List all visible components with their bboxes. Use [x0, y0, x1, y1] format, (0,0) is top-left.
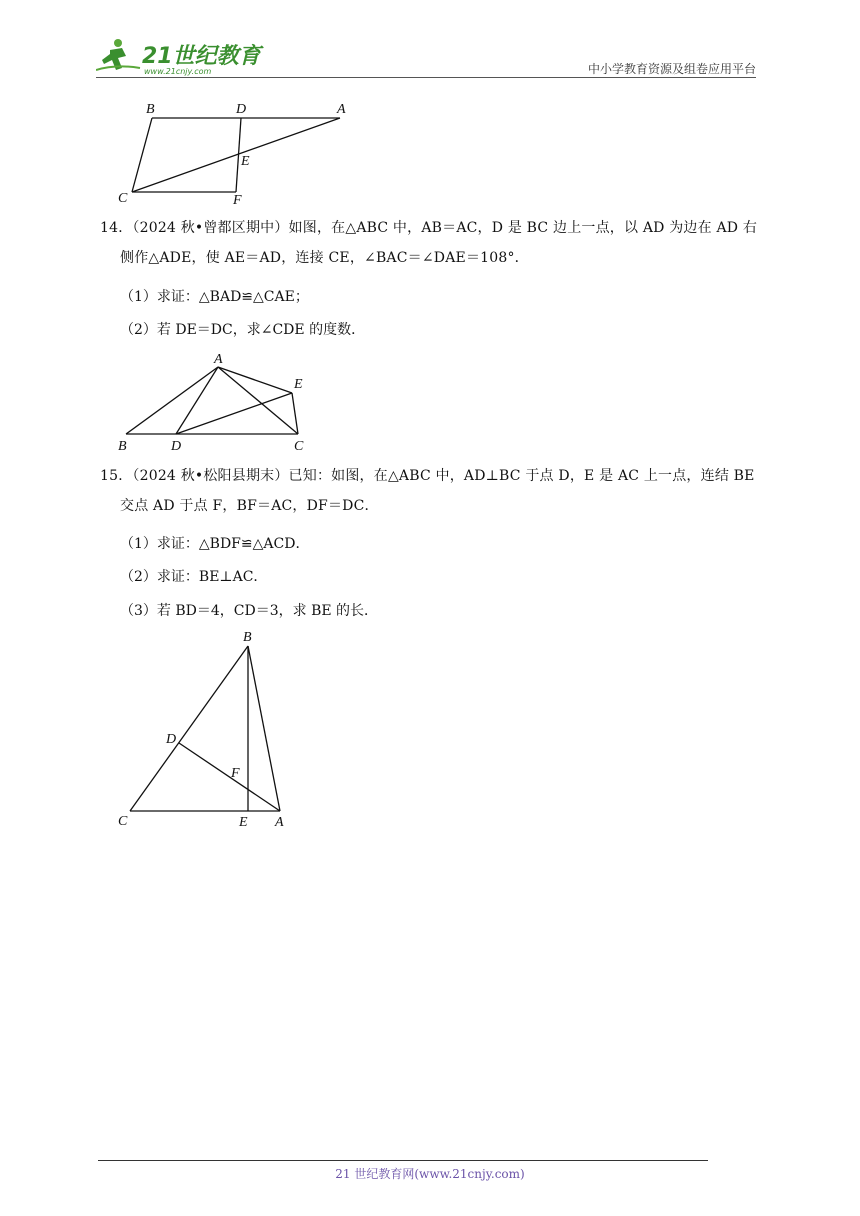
segment-de	[176, 393, 292, 434]
label-a: A	[214, 352, 223, 367]
segment-ca	[132, 118, 340, 192]
figure-q15	[112, 626, 312, 836]
footer-divider	[98, 1160, 708, 1161]
label-f: F	[233, 193, 242, 208]
label-e: E	[241, 154, 250, 169]
label-d: D	[171, 439, 182, 454]
q15-line1: 15．（2024 秋•松阳县期末）已知：如图，在△ABC 中，AD⊥BC 于点 D，E 是 AC 上一点，连结 BE	[100, 468, 755, 484]
label-d: D	[166, 732, 177, 747]
segment-ba	[248, 646, 280, 811]
segment-ae	[218, 367, 292, 393]
question-15	[100, 461, 770, 521]
label-c: C	[118, 814, 128, 829]
logo-url: www.21cnjy.com	[144, 67, 212, 76]
figure-q13	[110, 98, 370, 208]
q14-part1: （1）求证：△BAD≌△CAE；	[120, 289, 309, 305]
segment-bc	[132, 118, 152, 192]
site-logo	[96, 36, 266, 78]
q14-part2: （2）若 DE＝DC，求∠CDE 的度数．	[120, 322, 366, 338]
label-a: A	[337, 102, 346, 117]
segment-ec	[292, 393, 298, 434]
label-e: E	[294, 377, 303, 392]
label-e: E	[239, 815, 248, 830]
q15-line2: 交点 AD 于点 F，BF＝AC，DF＝DC．	[120, 498, 379, 514]
label-c: C	[118, 191, 128, 206]
label-b: B	[118, 439, 127, 454]
segment-bc	[130, 646, 248, 811]
q15-part1: （1）求证：△BDF≌△ACD．	[120, 536, 310, 552]
logo-text: 21世纪教育	[142, 44, 261, 69]
segment-ac	[218, 367, 298, 434]
question-14	[100, 213, 770, 273]
runner-icon	[96, 39, 140, 70]
segment-ad	[179, 743, 280, 811]
label-a: A	[275, 815, 284, 830]
header-platform-text: 中小学教育资源及组卷应用平台	[587, 62, 756, 76]
label-b: B	[146, 102, 155, 117]
header-divider	[96, 77, 756, 78]
q15-part2: （2）求证：BE⊥AC．	[120, 569, 268, 585]
q14-line1: 14．（2024 秋•曾都区期中）如图，在△ABC 中，AB＝AC，D 是 BC 边上一点，以 AD 为边在 AD 右	[100, 220, 758, 236]
q14-line2: 侧作△ADE，使 AE＝AD，连接 CE，∠BAC＝∠DAE＝108°．	[120, 250, 529, 266]
figure-q14	[112, 350, 322, 454]
label-d: D	[236, 102, 247, 117]
q15-part3: （3）若 BD＝4，CD＝3，求 BE 的长．	[120, 603, 379, 619]
label-b: B	[243, 630, 252, 645]
segment-ad	[176, 367, 218, 434]
label-f: F	[231, 766, 240, 781]
footer-text[interactable]: 21 世纪教育网(www.21cnjy.com)	[335, 1167, 525, 1181]
label-c: C	[294, 439, 304, 454]
